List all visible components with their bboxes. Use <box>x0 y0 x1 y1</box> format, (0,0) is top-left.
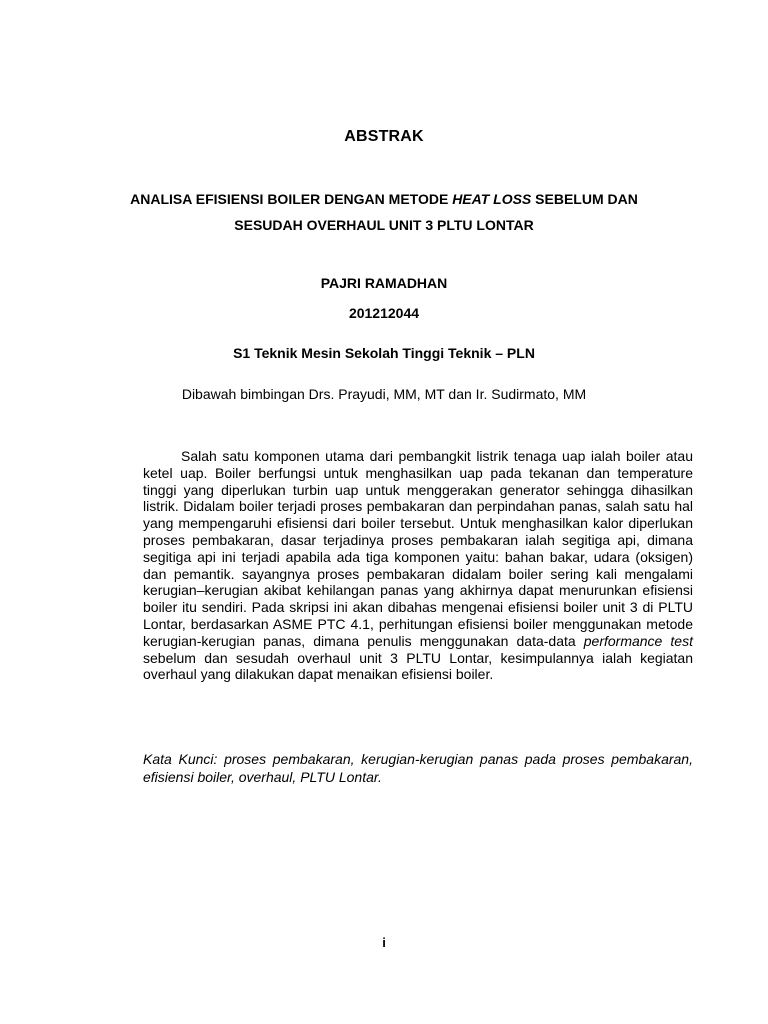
abstract-paragraph <box>143 448 693 683</box>
page-number: i <box>382 935 386 950</box>
supervisor-line: Dibawah bimbingan Drs. Prayudi, MM, MT dan Ir. Sudirmato, MM <box>181 386 587 402</box>
thesis-title-line-2: SESUDAH OVERHAUL UNIT 3 PLTU LONTAR <box>234 217 534 233</box>
abstract-heading: ABSTRAK <box>344 128 424 145</box>
thesis-title-text: SEBELUM DAN <box>531 191 638 207</box>
abstract-body <box>143 448 693 683</box>
abstract-italic-term: performance test <box>583 632 693 649</box>
thesis-title-line-1 <box>0 191 768 207</box>
thesis-title-italic: HEAT LOSS <box>452 191 532 207</box>
abstract-text: Salah satu komponen utama dari pembangkit listrik tenaga uap ialah boiler atau ketel uap. Boiler berfungsi untuk menghasilkan uap pada tekanan dan temperature tinggi yang diperlukan turbin uap untuk menggerakan generator sehingga dihasilkan listrik. Didalam boiler terjadi proses pembakaran dan perpindahan panas, salah satu hal yang mempengaruhi efisiensi dari boiler tersebut. Untuk menghasilkan kalor diperlukan proses pembakaran, dasar terjadinya proses pembakaran ialah segitiga api, dimana segitiga api ini terjadi apabila ada tiga komponen yaitu: bahan bakar, udara (oksigen) dan pemantik. sayangnya proses pembakaran didalam boiler sering kali mengalami kerugian–kerugian akibat kehilangan panas yang akhirnya dapat menurunkan efisiensi boiler itu sendiri. Pada skripsi ini akan dibahas mengenai efisiensi boiler unit 3 di PLTU Lontar, berdasarkan ASME PTC 4.1, perhitungan efisiensi boiler menggunakan metode kerugian-kerugian panas, dimana penulis menggunakan data-data <box>143 448 693 649</box>
author-name: PAJRI RAMADHAN <box>320 275 448 291</box>
author-student-id: 201212044 <box>348 305 420 321</box>
thesis-title-text: ANALISA EFISIENSI BOILER DENGAN METODE <box>130 191 453 207</box>
keywords: Kata Kunci: proses pembakaran, kerugian-kerugian panas pada proses pembakaran, efisiensi boiler, overhaul, PLTU Lontar. <box>143 751 693 785</box>
abstract-text: sebelum dan sesudah overhaul unit 3 PLTU Lontar, kesimpulannya ialah kegiatan overhaul yang dilakukan dapat menaikan efisiensi boiler. <box>143 649 693 683</box>
affiliation: S1 Teknik Mesin Sekolah Tinggi Teknik – PLN <box>233 345 535 361</box>
